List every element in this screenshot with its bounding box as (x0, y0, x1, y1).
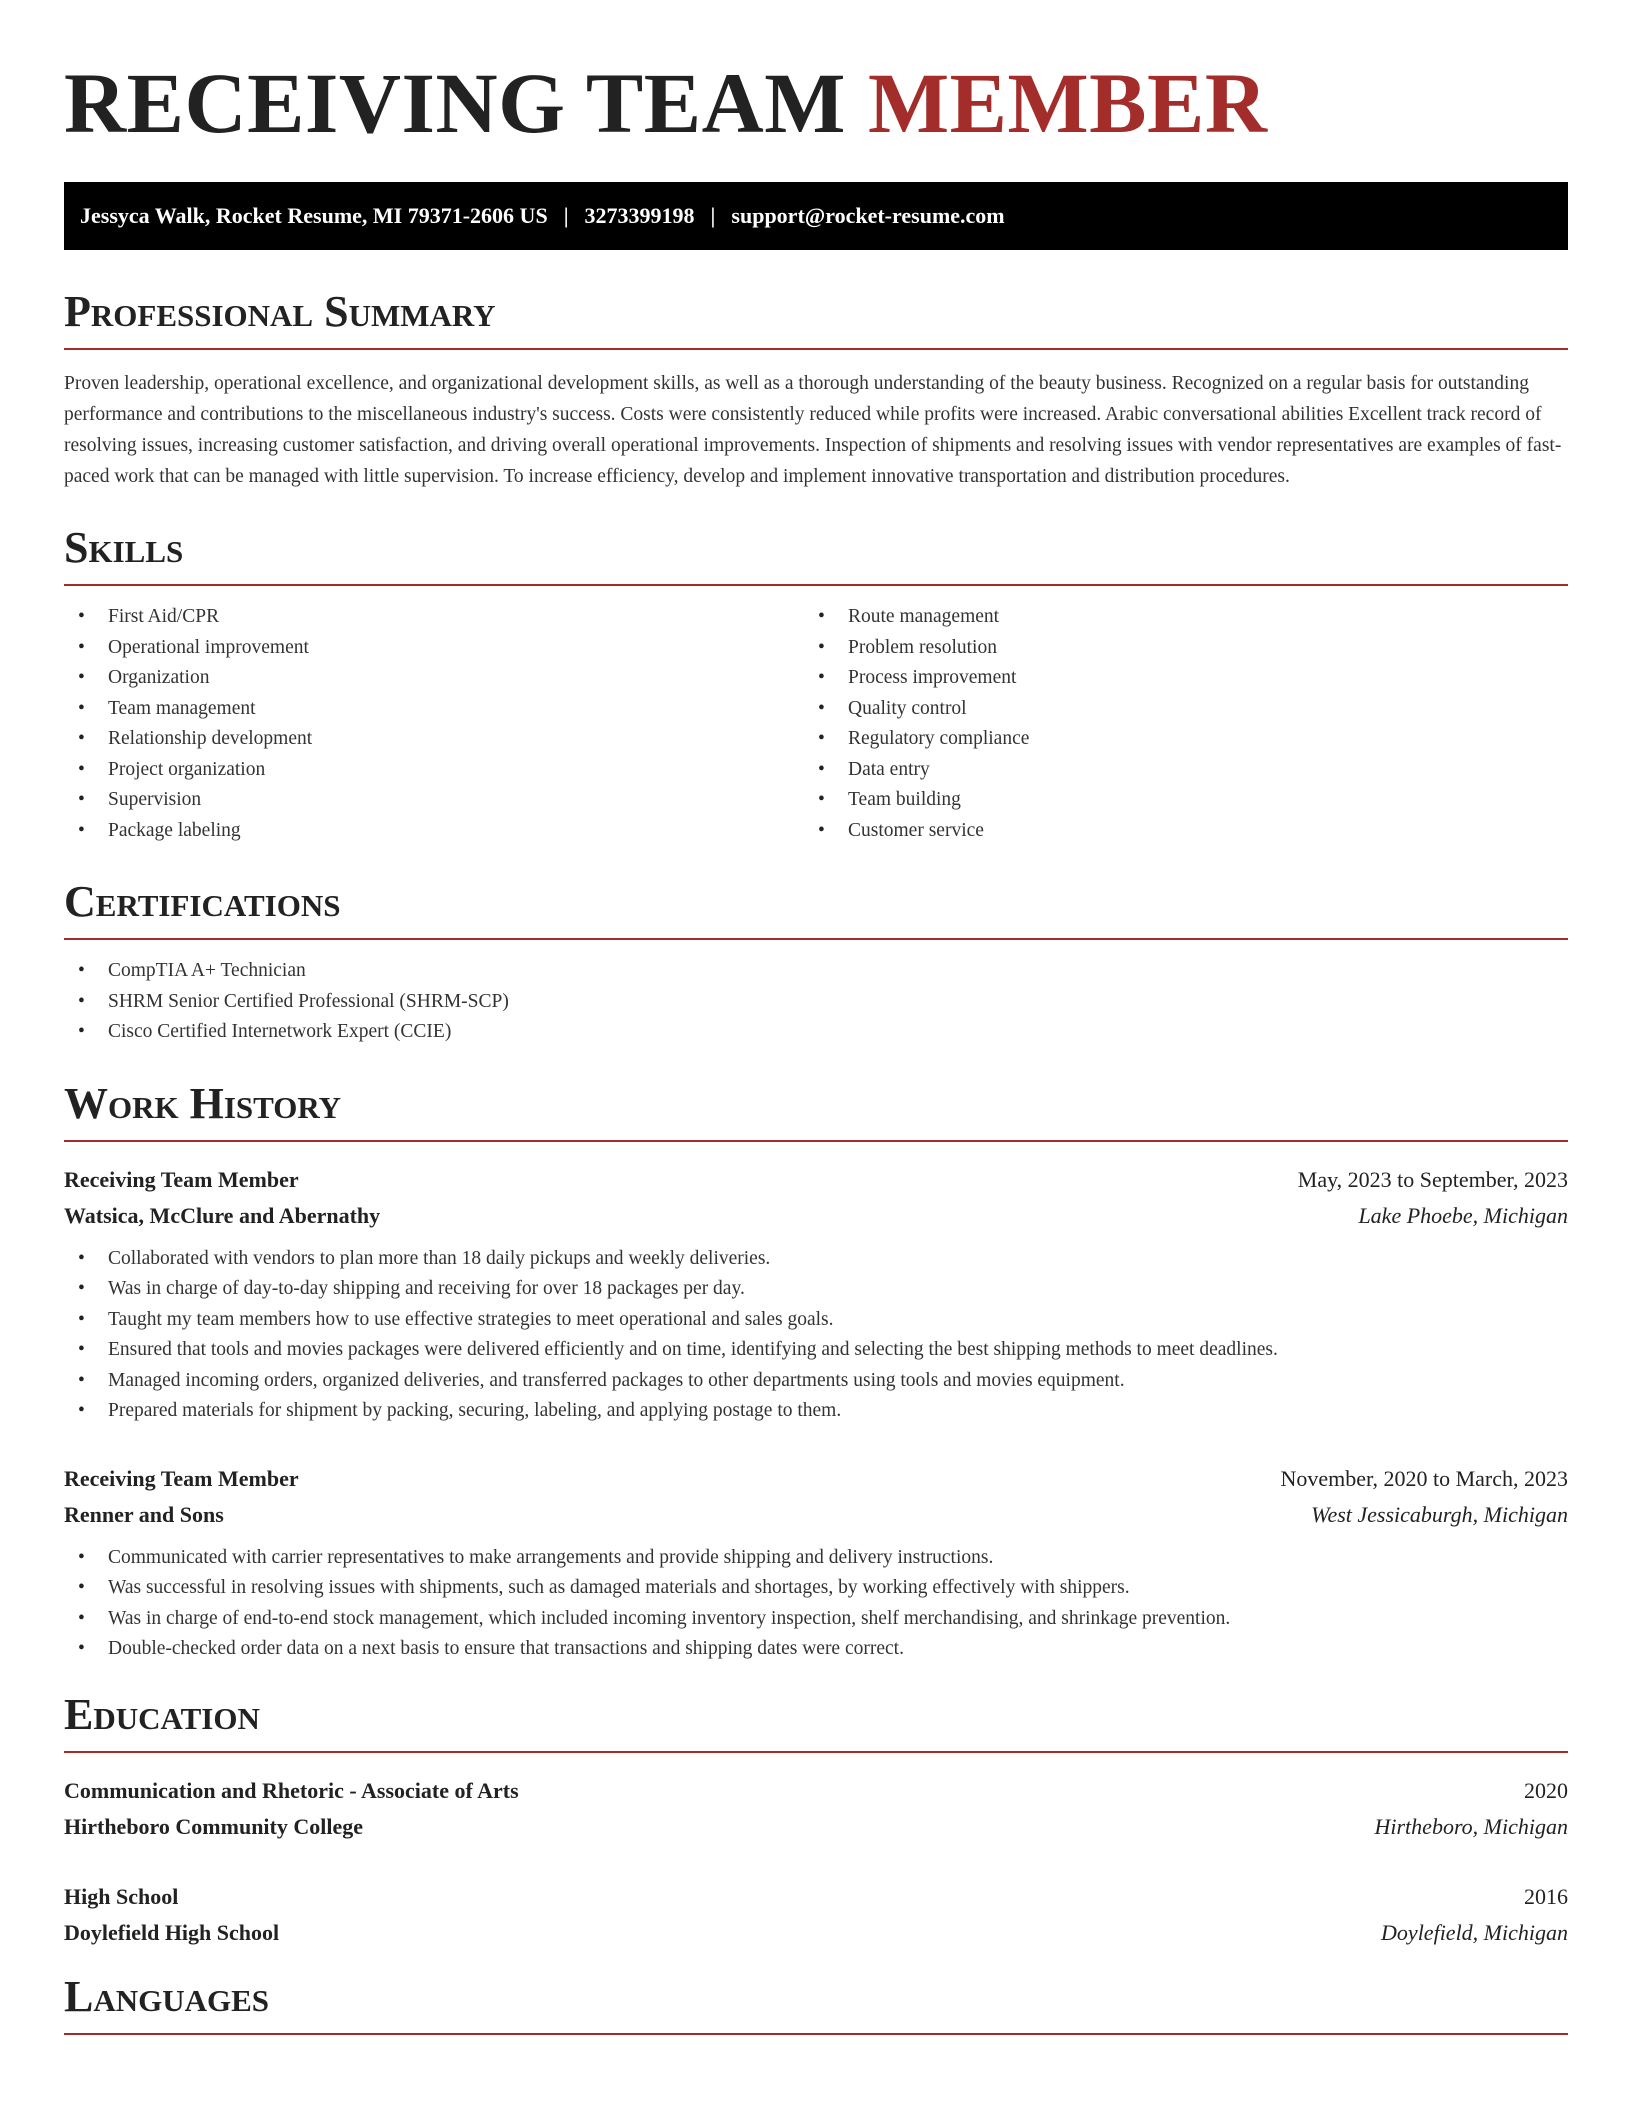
education-school-row (64, 1915, 1568, 1951)
resume-title (64, 55, 1568, 151)
job-title-row (64, 1461, 1568, 1497)
list-item: • Prepared materials for shipment by packing, securing, labeling, and applying postage to them. (64, 1396, 1568, 1427)
summary-text: Proven leadership, operational excellence, and organizational development skills, as well as a thorough understanding of the beauty business. Recognized on a regular basis for outstanding performance and contributions to the miscellaneous industry's success. Costs were consistently reduced while profits were increased. Arabic conversational abilities Excellent track record of resolving issues, increasing customer satisfaction, and driving overall operational improvements. Inspection of shipments and resolving issues with vendor representatives are examples of fast-paced work that can be managed with little supervision. To increase efficiency, develop and implement innovative transportation and distribution procedures. (64, 373, 1562, 487)
list-item: • Organization (64, 663, 804, 694)
section-heading: Work History (64, 1082, 1568, 1142)
education-entry (64, 1879, 1568, 1951)
list-item: • Communicated with carrier representatives to make arrangements and provide shipping and delivery instructions. (64, 1543, 1568, 1574)
list-item: • Was successful in resolving issues with shipments, such as damaged materials and shortages, by working effectively with shippers. (64, 1573, 1568, 1604)
job-company: Renner and Sons (64, 1501, 224, 1527)
skills-section (64, 523, 1568, 846)
job-entry (64, 1162, 1568, 1427)
summary-section (64, 287, 1568, 492)
education-school-row (64, 1809, 1568, 1845)
title-accent: MEMBER (867, 55, 1268, 151)
list-item: • Taught my team members how to use effective strategies to meet operational and sales goals. (64, 1305, 1568, 1336)
job-location: Lake Phoebe, Michigan (1358, 1202, 1568, 1228)
list-item: • Ensured that tools and movies packages were delivered efficiently and on time, identifying and selecting the best shipping methods to meet deadlines. (64, 1335, 1568, 1366)
job-bullets (64, 1543, 1568, 1665)
section-heading: Education (64, 1693, 1568, 1753)
job-dates: May, 2023 to September, 2023 (1297, 1166, 1568, 1192)
job-entry (64, 1461, 1568, 1665)
contact-phone: 3273399198 (584, 203, 695, 228)
section-heading: Skills (64, 526, 1568, 586)
list-item: • Supervision (64, 785, 804, 816)
list-item: • Team building (804, 785, 1544, 816)
list-item: • Project organization (64, 755, 804, 786)
education-entry (64, 1773, 1568, 1845)
list-item: • SHRM Senior Certified Professional (SHRM-SCP) (64, 987, 1568, 1018)
list-item: • Was in charge of day-to-day shipping and receiving for over 18 packages per day. (64, 1274, 1568, 1305)
resume-page (64, 0, 1568, 2035)
section-heading: Languages (64, 1975, 1568, 2035)
education-degree: Communication and Rhetoric - Associate of Arts (64, 1777, 519, 1803)
section-heading: Certifications (64, 880, 1568, 940)
contact-separator: | (563, 203, 569, 228)
education-school: Doylefield High School (64, 1919, 280, 1945)
list-item: • Quality control (804, 694, 1544, 725)
list-item: • Collaborated with vendors to plan more than 18 daily pickups and weekly deliveries. (64, 1244, 1568, 1275)
contact-separator: | (710, 203, 716, 228)
contact-bar (64, 182, 1568, 250)
education-degree-row (64, 1773, 1568, 1809)
list-item: • Data entry (804, 755, 1544, 786)
list-item: • Relationship development (64, 724, 804, 755)
title-main: RECEIVING TEAM (64, 55, 846, 151)
list-item: • Regulatory compliance (804, 724, 1544, 755)
job-title: Receiving Team Member (64, 1166, 299, 1192)
job-title-row (64, 1162, 1568, 1198)
list-item: • Team management (64, 694, 804, 725)
education-year: 2016 (1524, 1883, 1568, 1909)
contact-email: support@rocket-resume.com (731, 203, 1005, 228)
contact-address: Jessyca Walk, Rocket Resume, MI 79371-2606 US (80, 203, 548, 228)
languages-section (64, 1971, 1568, 2035)
list-item: • Problem resolution (804, 633, 1544, 664)
list-item: • CompTIA A+ Technician (64, 956, 1568, 987)
skills-grid (64, 586, 1568, 846)
job-title: Receiving Team Member (64, 1465, 299, 1491)
education-school: Hirtheboro Community College (64, 1813, 364, 1839)
job-company: Watsica, McClure and Abernathy (64, 1202, 381, 1228)
education-year: 2020 (1524, 1777, 1568, 1803)
list-item: • First Aid/CPR (64, 602, 804, 633)
list-item: • Cisco Certified Internetwork Expert (CCIE) (64, 1017, 1568, 1048)
list-item: • Double-checked order data on a next basis to ensure that transactions and shipping dates were correct. (64, 1634, 1568, 1665)
education-location: Doylefield, Michigan (1381, 1919, 1568, 1945)
job-company-row (64, 1497, 1568, 1533)
list-item: • Process improvement (804, 663, 1544, 694)
job-company-row (64, 1198, 1568, 1234)
list-item: • Package labeling (64, 816, 804, 847)
job-dates: November, 2020 to March, 2023 (1280, 1465, 1568, 1491)
skills-list-right (804, 602, 1544, 846)
job-bullets (64, 1244, 1568, 1427)
skills-list-left (64, 602, 804, 846)
education-location: Hirtheboro, Michigan (1374, 1813, 1568, 1839)
list-item: • Was in charge of end-to-end stock management, which included incoming inventory inspection, shelf merchandising, and shrinkage prevention. (64, 1604, 1568, 1635)
list-item: • Route management (804, 602, 1544, 633)
education-section (64, 1689, 1568, 1951)
list-item: • Operational improvement (64, 633, 804, 664)
education-degree-row (64, 1879, 1568, 1915)
job-location: West Jessicaburgh, Michigan (1311, 1501, 1568, 1527)
list-item: • Managed incoming orders, organized deliveries, and transferred packages to other departments using tools and movies equipment. (64, 1366, 1568, 1397)
certifications-section (64, 877, 1568, 1048)
certifications-list (64, 956, 1568, 1048)
list-item: • Customer service (804, 816, 1544, 847)
education-degree: High School (64, 1883, 179, 1909)
work-history-section (64, 1078, 1568, 1665)
section-heading: Professional Summary (64, 290, 1568, 350)
